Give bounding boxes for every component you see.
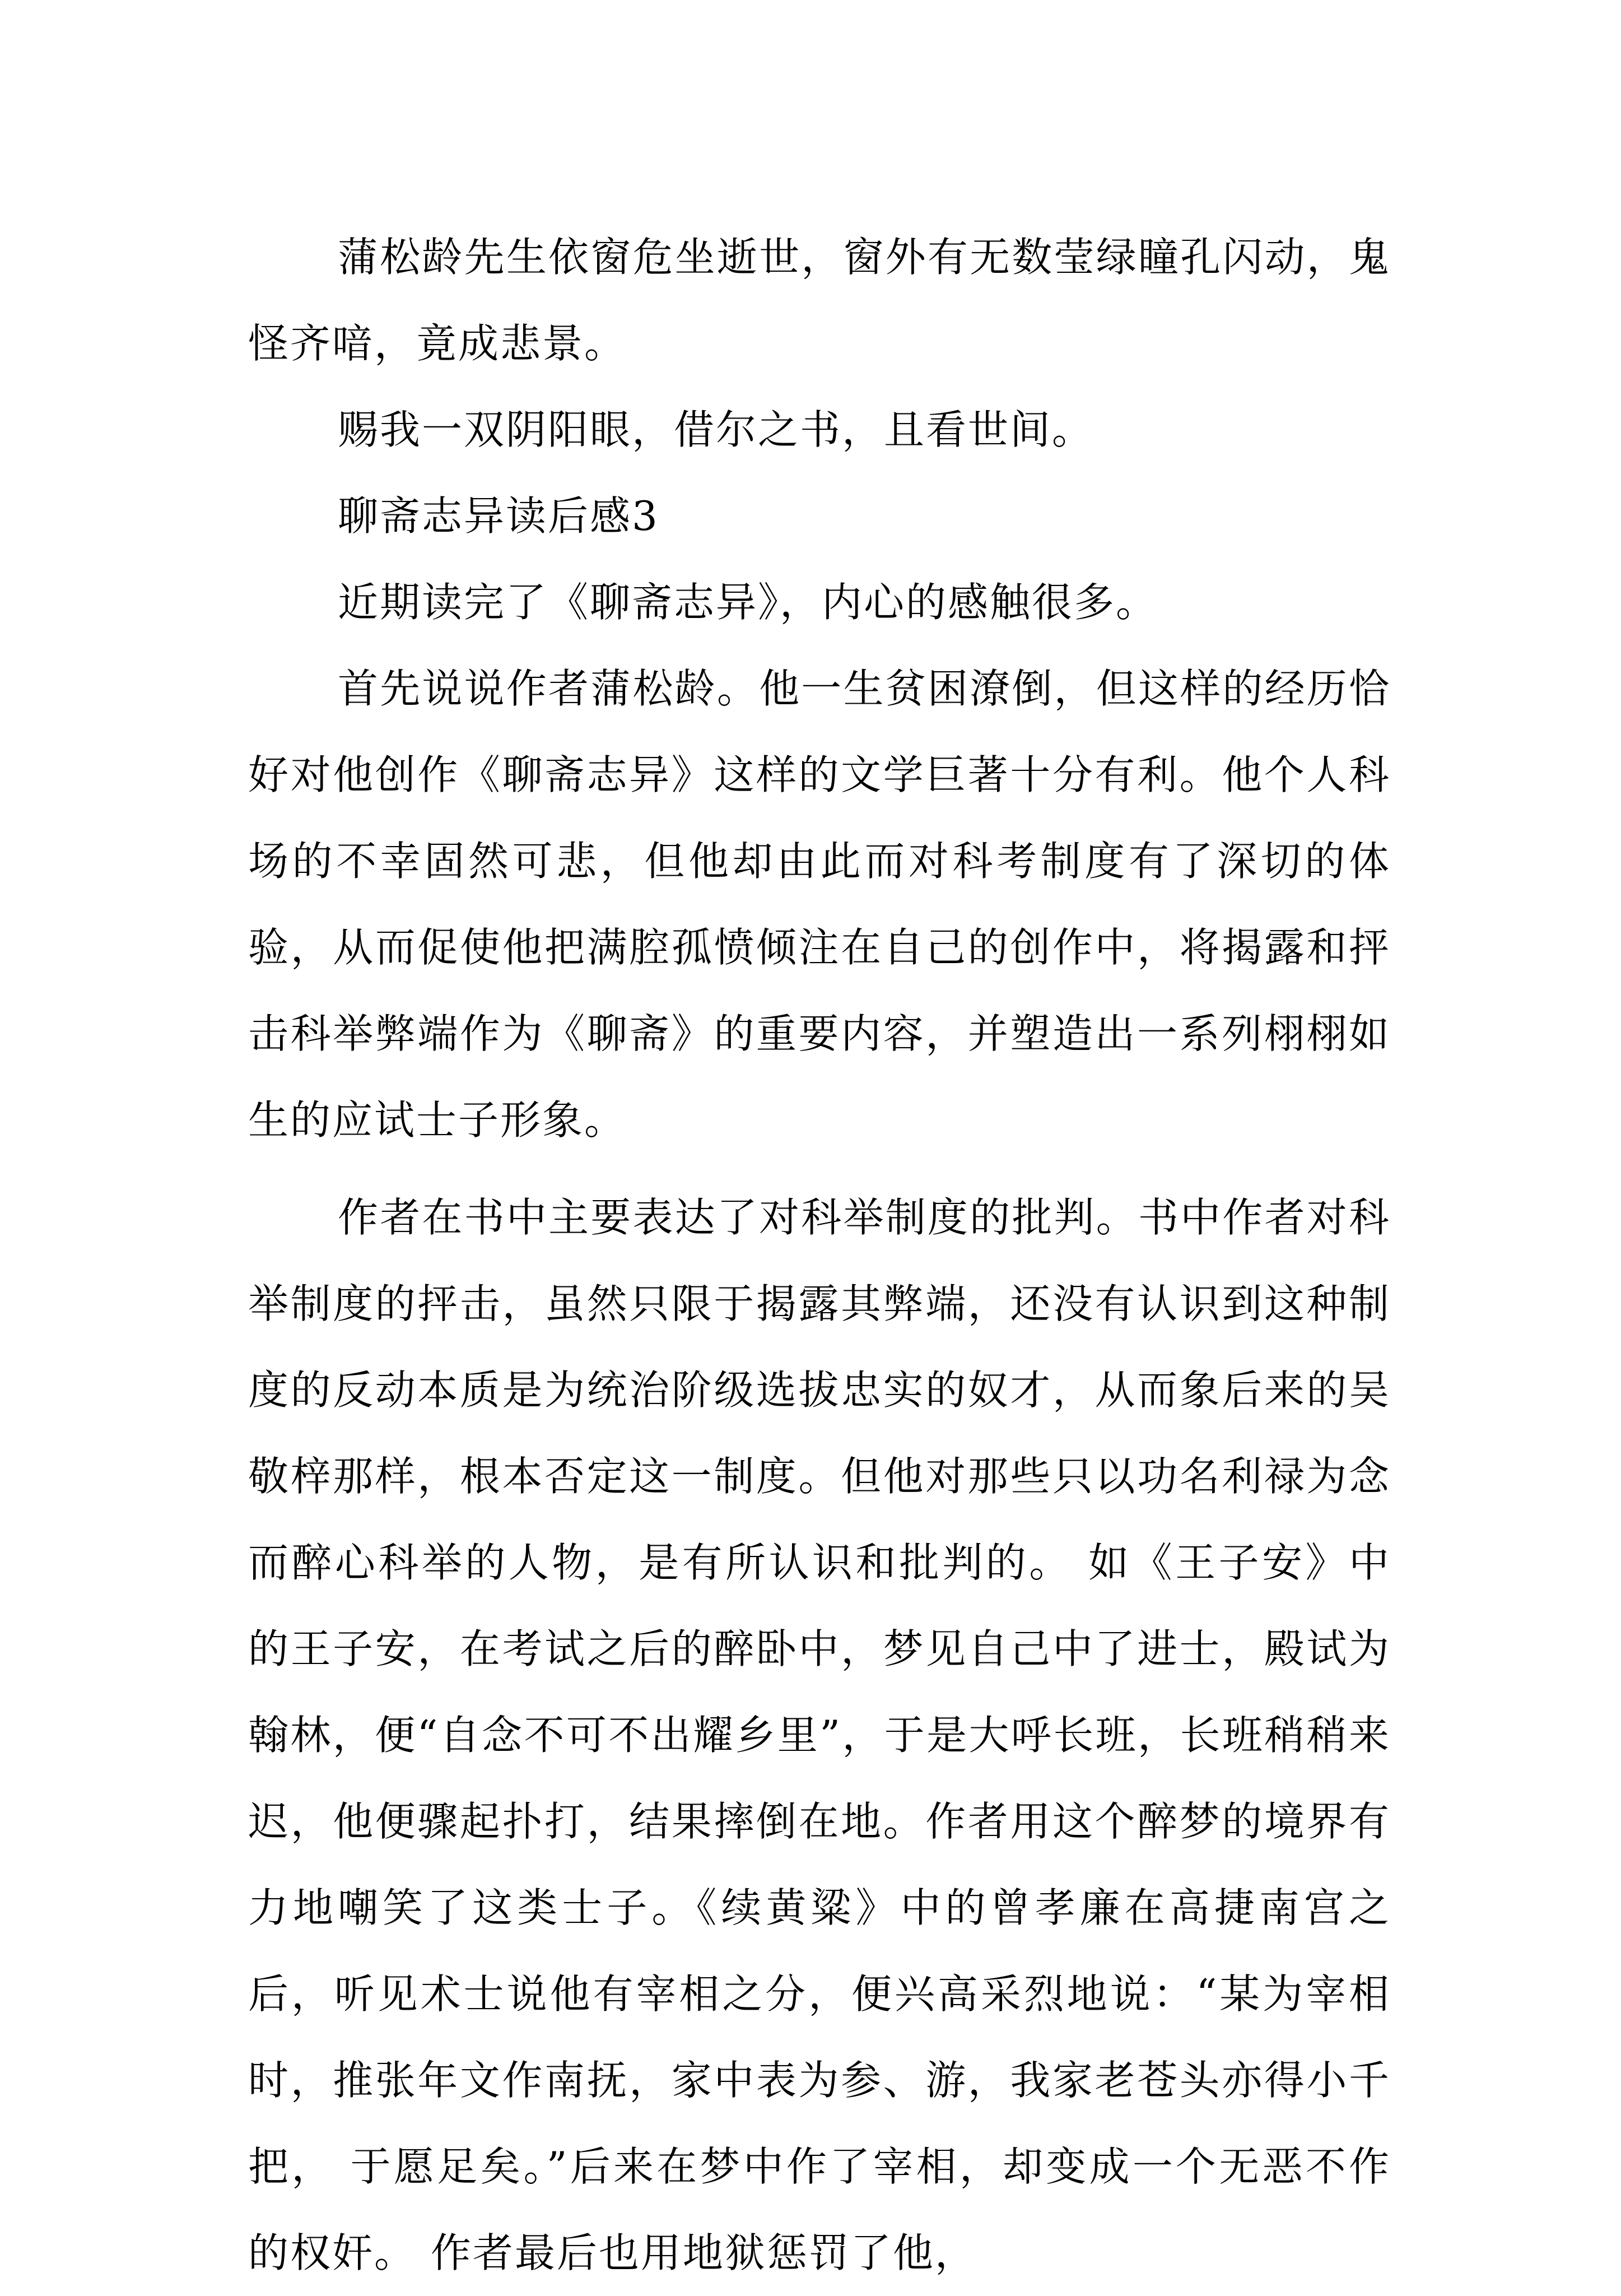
paragraph-3: 近期读完了《聊斋志异》，内心的感触很多。	[338, 579, 1158, 626]
paragraph-4: 首先说说作者蒲松龄。他一生贫困潦倒，但这样的经历恰好对他创作《聊斋志异》这样的文学巨著十分有利。他个人科场的不幸固然可悲，但他却由此而对科考制度有了深切的体验，从而促使他把满腔孤愤倾注在自己的创作中，将揭露和抨击科举弊端作为《聊斋》的重要内容，并塑造出一系列栩栩如生的应试士子形象。	[248, 665, 1391, 1144]
paragraph-5: 作者在书中主要表达了对科举制度的批判。书中作者对科举制度的抨击，虽然只限于揭露其弊端，还没有认识到这种制度的反动本质是为统治阶级选拔忠实的奴才，从而象后来的吴敬梓那样，根本否定这一制度。但他对那些只以功名利禄为念而醉心科举的人物，是有所认识和批判的。 如《王子安》中的王子安，在考试之后的醉卧中，梦见自己中了进士，殿试为翰林，便“自念不可不出耀乡里”，于是大呼长班，长班稍稍来迟，他便骤起扑打，结果摔倒在地。作者用这个醉梦的境界有力地嘲笑了这类士子。《续黄粱》中的曾孝廉在高捷南宫之后，听见术士说他有宰相之分，便兴高采烈地说：“某为宰相时，推张年文作南抚，家中表为参、游，我家老苍头亦得小千把， 于愿足矣。”后来在梦中作了宰相，却变成一个无恶不作的权奸。 作者最后也用地狱惩罚了他，	[248, 1194, 1391, 2276]
document-body	[248, 214, 1391, 2296]
paragraph-2: 赐我一双阴阳眼，借尔之书，且看世间。	[338, 406, 1094, 453]
section-heading: 聊斋志异读后感3	[338, 492, 659, 540]
paragraph-1: 蒲松龄先生依窗危坐逝世，窗外有无数莹绿瞳孔闪动，鬼怪齐喑，竟成悲景。	[248, 234, 1391, 367]
